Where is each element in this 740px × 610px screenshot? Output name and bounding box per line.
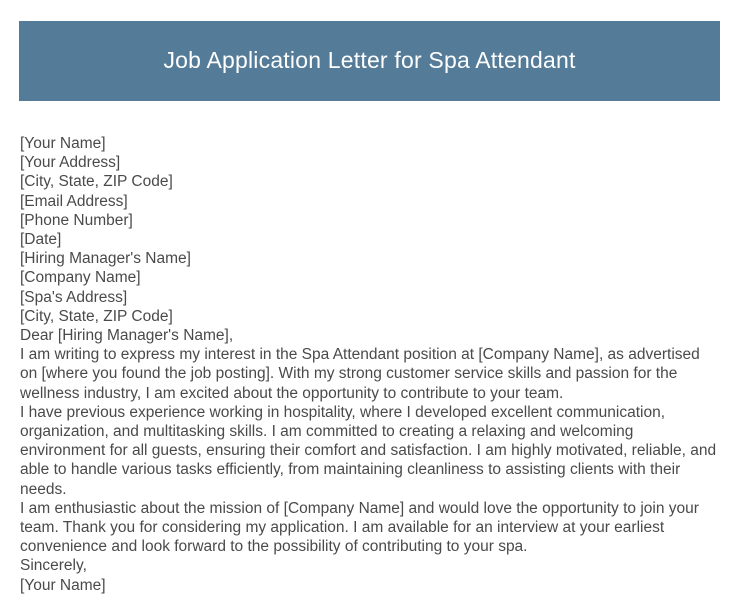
salutation: Dear [Hiring Manager's Name], bbox=[20, 327, 234, 345]
recipient-city-state-zip-line: [City, State, ZIP Code] bbox=[20, 307, 173, 325]
body-paragraph-1: I am writing to express my interest in the Spa Attendant position at [Company Name], as advertised on [where you found the job posting]. With my strong customer service skills and passion for the wellness industry, I am excited about the opportunity to contribute to your team. bbox=[20, 346, 700, 402]
body-paragraph-3: I am enthusiastic about the mission of [Company Name] and would love the opportunity to join your team. Thank you for considering my application. I am available for an interview at your earliest convenience and look forward to the possibility of contributing to your spa. bbox=[20, 499, 699, 556]
sender-city-state-zip-line: [City, State, ZIP Code] bbox=[20, 173, 173, 191]
sender-name-line: [Your Name] bbox=[20, 135, 106, 152]
body-paragraph-2: I have previous experience working in hospitality, where I developed excellent communication, organization, and multitasking skills. I am committed to creating a relaxing and welcoming environment for all guests, ensuring their comfort and satisfaction. I am highly motivated, reliable, and able to handle various tasks efficiently, from maintaining cleanliness to assisting clients with their needs. bbox=[20, 403, 717, 498]
sender-phone-line: [Phone Number] bbox=[20, 211, 133, 229]
date-line: [Date] bbox=[20, 231, 62, 249]
sender-email-line: [Email Address] bbox=[20, 192, 128, 210]
page-title: Job Application Letter for Spa Attendant bbox=[163, 47, 576, 74]
letter-body bbox=[20, 134, 720, 595]
document-header-banner bbox=[19, 21, 720, 101]
sender-address-line: [Your Address] bbox=[20, 154, 121, 172]
recipient-address-line: [Spa's Address] bbox=[20, 288, 128, 306]
closing-line: Sincerely, bbox=[20, 557, 87, 575]
signature-line: [Your Name] bbox=[20, 576, 106, 594]
recipient-company-line: [Company Name] bbox=[20, 269, 141, 287]
recipient-name-line: [Hiring Manager's Name] bbox=[20, 250, 191, 268]
